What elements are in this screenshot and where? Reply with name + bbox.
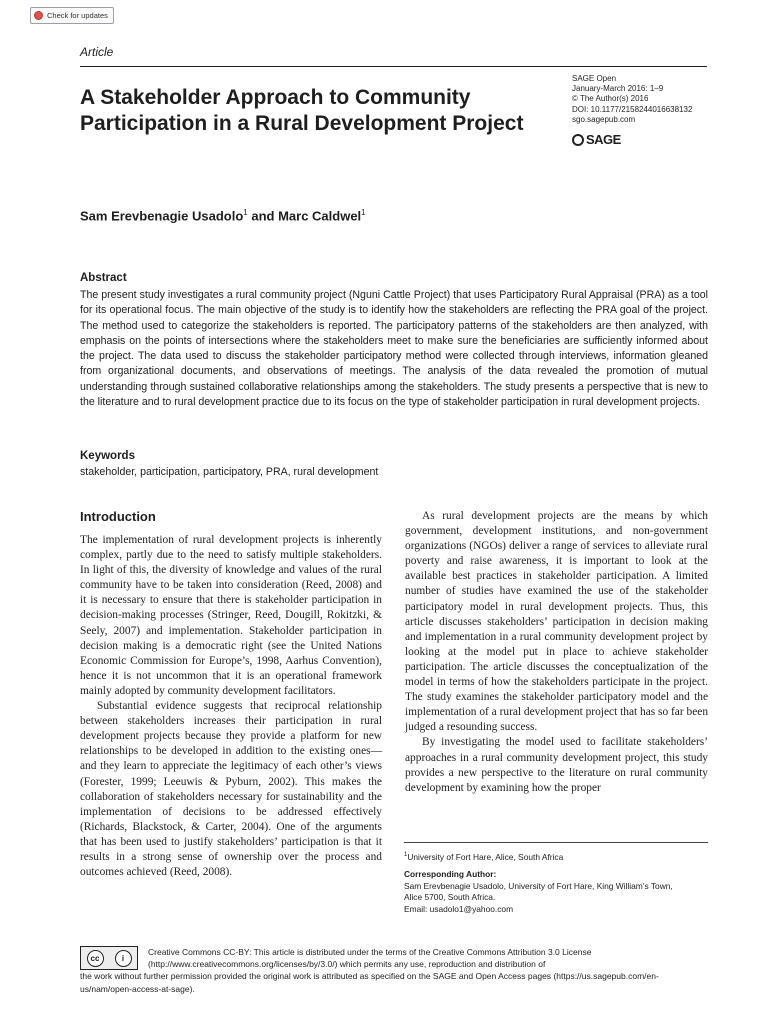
body-paragraph: The implementation of rural development projects is inherently complex, partly due to the need to satisfy multiple stakeholders. In light of this, the diversity of knowledge and values of the rural community have to be taken into consideration (Reed, 2008) and it is necessary to ensure that there is stakeholder participation in decision-making processes (Stringer, Reed, Dougill, Rokitzki, & Seely, 2007) and implementation. Stakeholder participation in decision making is a democratic right (see the United Nations Economic Commission for Europe’s, 1998, Aarhus Convention), hence it is not uncommon that it is an operational framework mainly adopted by community development facilitators.	[80, 534, 382, 697]
journal-url[interactable]: sgo.sagepub.com	[572, 114, 636, 124]
license-line: the work without further permission provided the original work is attributed as specified on the SAGE and Open Access pages	[80, 971, 552, 982]
journal-issue: January-March 2016: 1–9	[572, 84, 664, 94]
corresponding-author-email[interactable]: Email: usadolo1@yahoo.com	[404, 903, 514, 914]
journal-name: SAGE Open	[572, 74, 617, 83]
corresponding-author-line: Alice 5700, South Africa.	[404, 892, 496, 903]
author-name: Sam Erevbenagie Usadolo	[80, 208, 244, 224]
sage-logo-text: SAGE	[586, 132, 621, 147]
sage-swirl-icon	[572, 134, 584, 146]
footnote-rule	[404, 842, 708, 843]
author-name: Marc Caldwel	[278, 208, 362, 224]
license-link-line[interactable]: (https://us.sagepub.com/en-us/nam/open-access-at-sage).	[80, 971, 659, 994]
author-line	[80, 208, 366, 223]
header-rule	[80, 66, 707, 67]
article-title: A Stakeholder Approach to Community Participation in a Rural Development Project	[80, 86, 524, 135]
corresponding-author-line: Sam Erevbenagie Usadolo, University of Fort Hare, King William’s Town,	[404, 880, 673, 891]
body-paragraph: By investigating the model used to facilitate stakeholders’ approaches in a rural community development project, this study provides a new perspective to the literature on rural community development by examining how the proper	[405, 736, 708, 794]
cc-icon: cc	[87, 950, 104, 967]
abstract-heading: Abstract	[80, 272, 127, 284]
footnote-mark: 1	[404, 852, 408, 858]
journal-copyright: © The Author(s) 2016	[572, 94, 649, 104]
journal-doi[interactable]: DOI: 10.1177/2158244016638132	[572, 104, 693, 114]
body-paragraph: Substantial evidence suggests that reciprocal relationship between stakeholders increases their participation in rural development projects because they provide a platform for new relationships to be developed in addition to the existing ones—and they learn to appreciate the legitimacy of each other’s views (Forester, 1999; Leeuwis & Pyburn, 2002). This makes the collaboration of stakeholders necessary for sustainability and the implementation of decisions to be addressed effectively (Richards, Blackstock, & Carter, 2004). One of the arguments that has been used to justify stakeholders’ participation is that it results in a strong sense of ownership over the process and outcomes achieved (Reed, 2008).	[80, 700, 382, 879]
left-column	[80, 533, 382, 880]
check-for-updates-badge[interactable]	[30, 7, 114, 24]
right-column	[405, 509, 708, 796]
affiliation-footnote	[404, 850, 563, 863]
keywords-heading: Keywords	[80, 450, 135, 462]
corresponding-author-heading: Corresponding Author:	[404, 869, 497, 879]
check-for-updates-label: Check for updates	[47, 11, 108, 20]
article-type-label: Article	[80, 45, 114, 59]
body-paragraph: As rural development projects are the means by which government, development institutions, and non-government organizations (NGOs) deliver a range of services to alleviate rural poverty and raise awareness, it is important to look at the available best practices in stakeholder participation. A limited number of studies have examined the use of the stakeholder participatory model in rural development projects. Thus, this article discusses stakeholders’ participation in decision making and implementation in a rural community development project by looking at the model put in place to achieve stakeholder participation. The article discusses the conceptualization of the model in terms of how the stakeholders participate in the project. The study examines the stakeholder participatory model and the implementation of a rural development project that has so far been judged a resounding success.	[405, 510, 709, 734]
license-link-line[interactable]: (http://www.creativecommons.org/licenses/by/3.0/) which permits any use, reproduction and distribution of	[148, 959, 546, 970]
keywords-text: stakeholder, participation, participatory, PRA, rural development	[80, 466, 379, 478]
author-affiliation-mark: 1	[361, 208, 366, 217]
update-check-icon	[34, 11, 43, 20]
affiliation-text: University of Fort Hare, Alice, South Africa	[407, 851, 564, 862]
author-joiner: and	[247, 208, 279, 224]
abstract-text: The present study investigates a rural community project (Nguni Cattle Project) that uses Participatory Rural Appraisal (PRA) as a tool for its operational focus. The main objective of the study is to identify how the stakeholders are reflecting the PRA goal of the project. The method used to categorize the stakeholders is reported. The participatory patterns of the stakeholders are then analyzed, with emphasis on the points of intersections where the stakeholders meet to make sure the beneficiaries are sufficiently informed about the project. The data used to discuss the stakeholder participatory method were collected through interviews, information gleaned from organizational documents, and observations of meetings. The analysis of the data revealed the promotion of mutual understanding through sustained collaborative relationships among the stakeholders. The study presents a perspective that is new to the literature and to rural development practice due to its focus on the type of stakeholder participation in rural development projects.	[80, 289, 708, 409]
introduction-heading: Introduction	[80, 509, 156, 524]
sage-logo	[572, 132, 621, 147]
license-line: Creative Commons CC-BY: This article is distributed under the terms of the Creative Commons Attribution 3.0 License	[148, 947, 592, 957]
author-affiliation-mark: 1	[243, 208, 248, 217]
journal-info	[572, 74, 692, 125]
corresponding-author-block	[404, 869, 714, 915]
license-text	[80, 946, 710, 995]
creative-commons-badge[interactable]	[80, 946, 138, 970]
attribution-icon: i	[115, 950, 132, 967]
